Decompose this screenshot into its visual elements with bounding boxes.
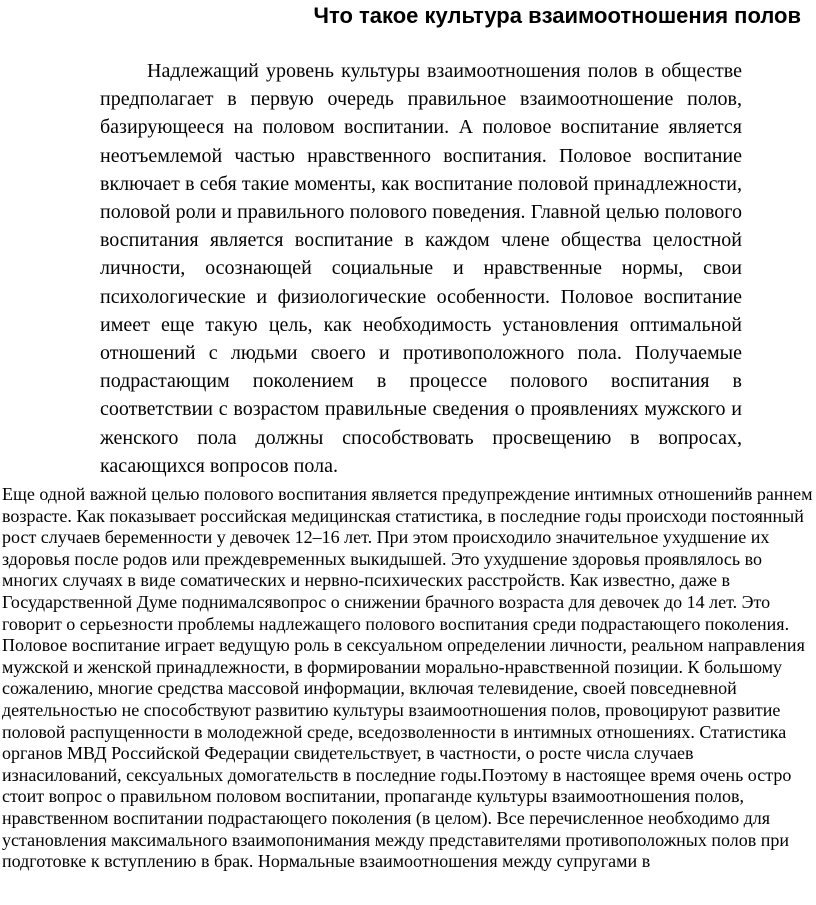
document-title: Что такое культура взаимоотношения полов [313, 3, 801, 28]
paragraph-sex-education-intro: Надлежащий уровень культуры взаимоотношения полов в обществе предполагает в первую очередь правильное взаимоотношение полов, базирующееся на половом воспитании. А половое воспитание является неотъемлемой частью нравственного воспитания. Половое воспитание включает в себя такие моменты, как воспитание половой принадлежности, половой роли и правильного полового поведения. Главной целью полового воспитания является воспитание в каждом члене общества целостной личности, осознающей социальные и нравственные нормы, свои психологические и физиологические особенности. Половое воспитание имеет еще такую цель, как необходимость установления оптимальной отношений с людьми своего и противоположного пола. Получаемые подрастающим поколением в процессе полового воспитания в соответствии с возрастом правильные сведения о проявлениях мужского и женского пола должны способствовать просвещению в вопросах, касающихся вопросов пола. [100, 60, 742, 477]
paragraph-early-relations: Еще одной важной целью полового воспитания является предупреждение интимных отношенийв раннем возрасте. Как показывает российская медицинская статистика, в последние годы происходи постоянный рост случаев беременности у девочек 12–16 лет. При этом происходило значительное ухудшение их здоровья после родов или преждевременных выкидышей. Это ухудшение здоровья проявлялось во многих случаях в виде соматических и нервно-психических расстройств. Как известно, даже в Государственной Думе поднималсявопрос о снижении брачного возраста для девочек до 14 лет. Это говорит о серьезности проблемы надлежащего полового воспитания среди подрастающего поколения. Половое воспитание играет ведущую роль в сексуальном определении личности, реальном направления мужской и женской принадлежности, в формировании морально-нравственной позиции. К большому сожалению, многие средства массовой информации, включая телевидение, своей повседневной деятельностью не способствуют развитию культуры взаимоотношения полов, провоцируют развитие половой распущенности в молодежной среде, вседозволенности в интимных отношениях. Статистика органов МВД Российской Федерации свидетельствует, в частности, о росте числа случаев изнасилований, сексуальных домогательств в последние годы.Поэтому в настоящее время очень остро стоит вопрос о правильном половом воспитании, пропаганде культуры взаимоотношения полов, нравственном воспитании подрастающего поколения (в целом). Все перечисленное необходимо для установления максимального взаимопонимания между представителями противоположных полов при подготовке к вступлению в брак. Нормальные взаимоотношения между супругами в [2, 484, 813, 872]
